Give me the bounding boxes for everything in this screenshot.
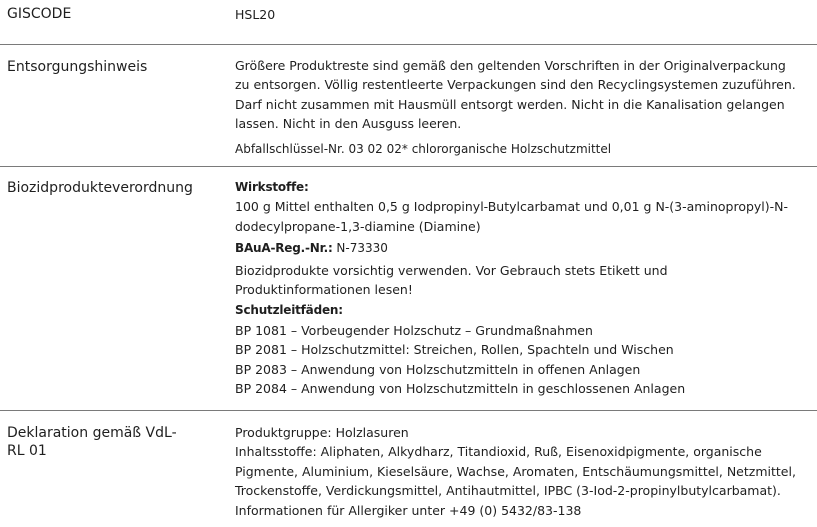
baua-value: N-73330: [336, 241, 388, 256]
deklaration-label: [7, 424, 177, 460]
entsorgung-content: [235, 56, 805, 159]
deklaration-line: Inhaltsstoffe: Aliphaten, Alkydharz, Titandioxid, Ruß, Eisenoxidpigmente, organische: [235, 444, 762, 460]
wirkstoffe-line: dodecylpropane-1,3-diamine (Diamine): [235, 218, 481, 234]
wirkstoffe-heading: Wirkstoffe:: [235, 180, 309, 194]
schutz-line: BP 2084 – Anwendung von Holzschutzmitteln in geschlossenen Anlagen: [235, 381, 686, 397]
hinweis-line: Biozidprodukte vorsichtig verwenden. Vor Gebrauch stets Etikett und: [235, 262, 668, 278]
schutz-heading: Schutzleitfäden:: [235, 303, 343, 318]
biozid-label: Biozidprodukteverordnung: [7, 180, 193, 196]
entsorgung-line: Größere Produktreste sind gemäß den geltenden Vorschriften in der Originalverpackung: [235, 58, 786, 73]
divider: [0, 166, 817, 167]
schutz-line: BP 1081 – Vorbeugender Holzschutz – Grundmaßnahmen: [235, 322, 593, 338]
baua-label: BAuA-Reg.-Nr.:: [235, 241, 333, 256]
deklaration-content: [235, 423, 805, 520]
entsorgung-line: zu entsorgen. Völlig restentleerte Verpackungen sind den Recyclingsystemen zuzuführen.: [235, 77, 796, 93]
schutz-line: BP 2081 – Holzschutzmittel: Streichen, Rollen, Spachteln und Wischen: [235, 342, 674, 358]
deklaration-line: Informationen für Allergiker unter +49 (0) 5432/83-138: [235, 502, 582, 518]
schutz-line: BP 2083 – Anwendung von Holzschutzmitteln in offenen Anlagen: [235, 361, 641, 377]
entsorgung-line: Darf nicht zusammen mit Hausmüll entsorgt werden. Nicht in die Kanalisation gelangen: [235, 96, 785, 112]
abfallschluessel: Abfallschlüssel-Nr. 03 02 02* chlororganische Holzschutzmittel: [235, 141, 612, 156]
deklaration-label-line: RL 01: [7, 443, 47, 459]
divider: [0, 410, 817, 411]
deklaration-line: Produktgruppe: Holzlasuren: [235, 425, 409, 440]
entsorgung-line: lassen. Nicht in den Ausguss leeren.: [235, 116, 462, 132]
deklaration-label-line: Deklaration gemäß VdL-: [7, 425, 177, 441]
giscode-label: GISCODE: [7, 6, 72, 22]
biozid-content: [235, 178, 805, 398]
deklaration-line: Trockenstoffe, Verdickungsmittel, Antihautmittel, IPBC (3-Iod-2-propinylbutylcarbamat).: [235, 483, 781, 499]
deklaration-line: Pigmente, Aluminium, Kieselsäure, Wachse, Aromaten, Entschäumungsmittel, Netzmittel,: [235, 463, 796, 479]
wirkstoffe-line: 100 g Mittel enthalten 0,5 g Iodpropinyl-Butylcarbamat und 0,01 g N-(3-aminopropyl)-N-: [235, 199, 789, 215]
divider: [0, 44, 817, 45]
baua-reg: [235, 239, 805, 258]
giscode-value: HSL20: [235, 7, 276, 22]
hinweis-line: Produktinformationen lesen!: [235, 282, 413, 298]
entsorgung-label: Entsorgungshinweis: [7, 59, 148, 75]
